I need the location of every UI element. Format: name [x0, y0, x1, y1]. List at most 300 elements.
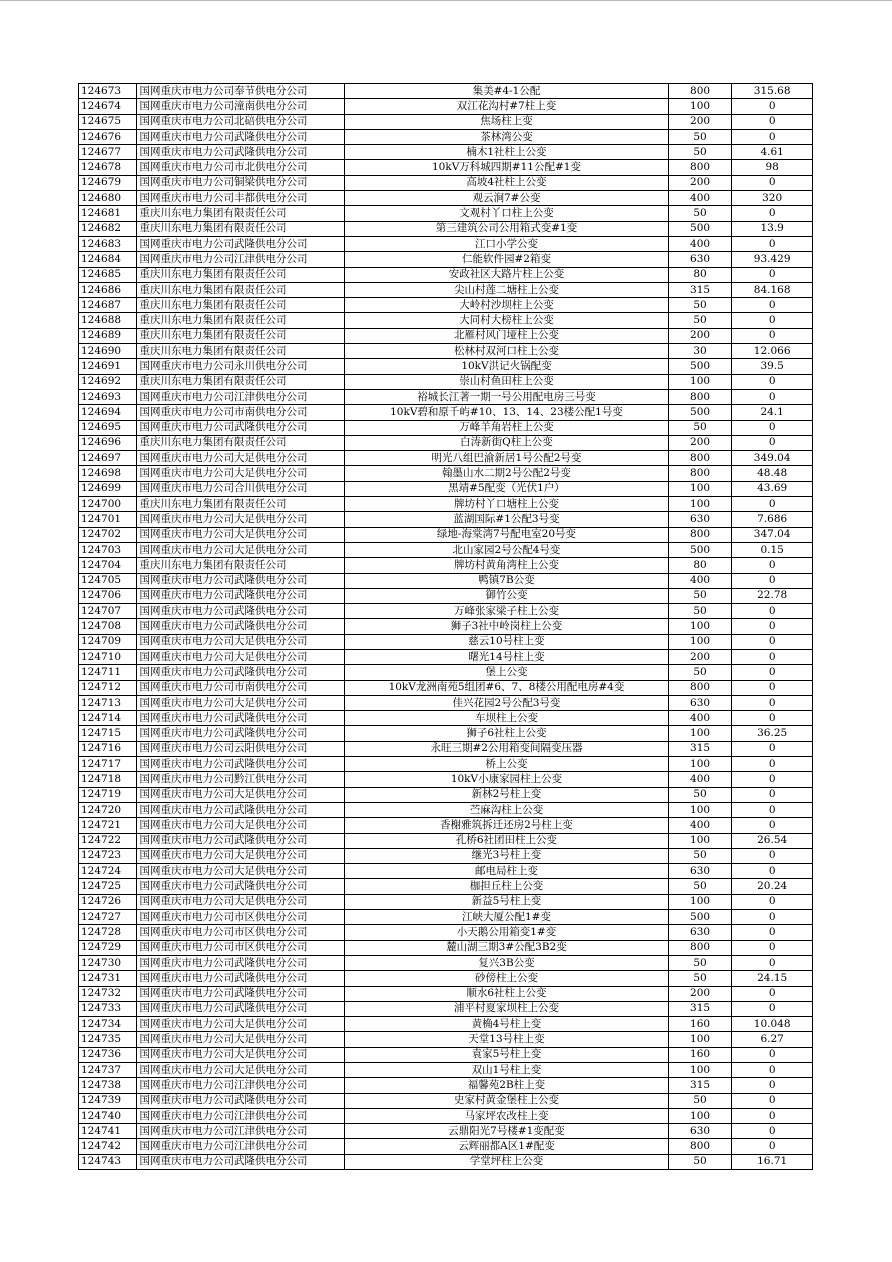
- capacity-cell: 400: [668, 772, 732, 787]
- row-id-cell: 124714: [79, 711, 137, 726]
- row-id-cell: 124731: [79, 971, 137, 986]
- load-cell: 0: [732, 99, 813, 114]
- company-cell: 国网重庆市电力公司武隆供电分公司: [137, 971, 345, 986]
- company-cell: 重庆川东电力集团有限责任公司: [137, 282, 345, 297]
- transformer-name-cell: 邮电局柱上变: [345, 864, 669, 879]
- table-row: [79, 665, 813, 680]
- transformer-name-cell: 集美#4-1公配: [345, 84, 669, 99]
- table-row: [79, 879, 813, 894]
- company-cell: 国网重庆市电力公司大足供电分公司: [137, 787, 345, 802]
- row-id-cell: 124705: [79, 573, 137, 588]
- transformer-name-cell: 10kV碧和原千屿#10、13、14、23楼公配1号变: [345, 405, 669, 420]
- load-cell: 43.69: [732, 481, 813, 496]
- capacity-cell: 50: [668, 971, 732, 986]
- capacity-cell: 50: [668, 955, 732, 970]
- company-cell: 国网重庆市电力公司大足供电分公司: [137, 864, 345, 879]
- load-cell: 26.54: [732, 833, 813, 848]
- company-cell: 国网重庆市电力公司武隆供电分公司: [137, 955, 345, 970]
- capacity-cell: 50: [668, 588, 732, 603]
- row-id-cell: 124695: [79, 420, 137, 435]
- table-row: [79, 986, 813, 1001]
- transformer-name-cell: 大同村大榜柱上公变: [345, 313, 669, 328]
- table-row: [79, 1124, 813, 1139]
- capacity-cell: 500: [668, 359, 732, 374]
- table-row: [79, 818, 813, 833]
- table-row: [79, 802, 813, 817]
- row-id-cell: 124691: [79, 359, 137, 374]
- table-row: [79, 328, 813, 343]
- company-cell: 国网重庆市电力公司武隆供电分公司: [137, 1154, 345, 1169]
- capacity-cell: 100: [668, 1063, 732, 1078]
- load-cell: 0: [732, 757, 813, 772]
- load-cell: 0: [732, 955, 813, 970]
- company-cell: 国网重庆市电力公司大足供电分公司: [137, 894, 345, 909]
- load-cell: 24.15: [732, 971, 813, 986]
- company-cell: 国网重庆市电力公司大足供电分公司: [137, 695, 345, 710]
- capacity-cell: 50: [668, 1093, 732, 1108]
- table-row: [79, 1139, 813, 1154]
- capacity-cell: 630: [668, 864, 732, 879]
- row-id-cell: 124674: [79, 99, 137, 114]
- table-row: [79, 619, 813, 634]
- company-cell: 国网重庆市电力公司黔江供电分公司: [137, 772, 345, 787]
- company-cell: 国网重庆市电力公司大足供电分公司: [137, 1063, 345, 1078]
- row-id-cell: 124716: [79, 741, 137, 756]
- transformer-name-cell: 福馨苑2B柱上变: [345, 1078, 669, 1093]
- company-cell: 国网重庆市电力公司武隆供电分公司: [137, 129, 345, 144]
- load-cell: 0: [732, 940, 813, 955]
- load-cell: 0: [732, 328, 813, 343]
- capacity-cell: 200: [668, 114, 732, 129]
- capacity-cell: 400: [668, 818, 732, 833]
- company-cell: 国网重庆市电力公司武隆供电分公司: [137, 1093, 345, 1108]
- company-cell: 国网重庆市电力公司江津供电分公司: [137, 1124, 345, 1139]
- row-id-cell: 124704: [79, 558, 137, 573]
- capacity-cell: 80: [668, 267, 732, 282]
- table-row: [79, 1001, 813, 1016]
- load-cell: 0: [732, 695, 813, 710]
- transformer-name-cell: 永旺三期#2公用箱变间隔变压器: [345, 741, 669, 756]
- table-row: [79, 99, 813, 114]
- capacity-cell: 100: [668, 1032, 732, 1047]
- load-cell: 0: [732, 818, 813, 833]
- transformer-name-cell: 黄桷4号柱上变: [345, 1017, 669, 1032]
- company-cell: 国网重庆市电力公司江津供电分公司: [137, 1078, 345, 1093]
- transformer-name-cell: 浦平村夏家坝柱上公变: [345, 1001, 669, 1016]
- capacity-cell: 200: [668, 175, 732, 190]
- table-row: [79, 114, 813, 129]
- company-cell: 重庆川东电力集团有限责任公司: [137, 298, 345, 313]
- load-cell: 0: [732, 1093, 813, 1108]
- table-row: [79, 191, 813, 206]
- capacity-cell: 100: [668, 1108, 732, 1123]
- row-id-cell: 124721: [79, 818, 137, 833]
- company-cell: 重庆川东电力集团有限责任公司: [137, 206, 345, 221]
- row-id-cell: 124689: [79, 328, 137, 343]
- row-id-cell: 124698: [79, 466, 137, 481]
- capacity-cell: 50: [668, 298, 732, 313]
- transformer-name-cell: 御竹公变: [345, 588, 669, 603]
- load-cell: 20.24: [732, 879, 813, 894]
- table-row: [79, 512, 813, 527]
- company-cell: 国网重庆市电力公司武隆供电分公司: [137, 833, 345, 848]
- load-cell: 0: [732, 1124, 813, 1139]
- table-row: [79, 236, 813, 251]
- transformer-name-cell: 北雁村风门垭柱上公变: [345, 328, 669, 343]
- load-cell: 84.168: [732, 282, 813, 297]
- row-id-cell: 124727: [79, 910, 137, 925]
- table-row: [79, 359, 813, 374]
- row-id-cell: 124740: [79, 1108, 137, 1123]
- capacity-cell: 50: [668, 787, 732, 802]
- row-id-cell: 124729: [79, 940, 137, 955]
- transformer-name-cell: 大岭村沙坝柱上公变: [345, 298, 669, 313]
- capacity-cell: 800: [668, 466, 732, 481]
- row-id-cell: 124709: [79, 634, 137, 649]
- table-row: [79, 588, 813, 603]
- load-cell: 0: [732, 986, 813, 1001]
- capacity-cell: 160: [668, 1047, 732, 1062]
- load-cell: 6.27: [732, 1032, 813, 1047]
- table-row: [79, 971, 813, 986]
- transformer-name-cell: 尖山村莲二塘柱上公变: [345, 282, 669, 297]
- company-cell: 国网重庆市电力公司市区供电分公司: [137, 910, 345, 925]
- capacity-cell: 50: [668, 879, 732, 894]
- table-row: [79, 634, 813, 649]
- row-id-cell: 124733: [79, 1001, 137, 1016]
- capacity-cell: 630: [668, 252, 732, 267]
- table-row: [79, 313, 813, 328]
- transformer-name-cell: 曙光14号柱上变: [345, 649, 669, 664]
- load-cell: 315.68: [732, 84, 813, 99]
- row-id-cell: 124676: [79, 129, 137, 144]
- transformer-name-cell: 第三建筑公司公用箱式变#1变: [345, 221, 669, 236]
- load-cell: 0: [732, 129, 813, 144]
- transformer-name-cell: 10kV小康家园柱上公变: [345, 772, 669, 787]
- transformer-name-cell: 崇山村鱼田柱上公变: [345, 374, 669, 389]
- row-id-cell: 124736: [79, 1047, 137, 1062]
- load-cell: 0: [732, 313, 813, 328]
- load-cell: 36.25: [732, 726, 813, 741]
- table-row: [79, 1047, 813, 1062]
- transformer-name-cell: 江峡大厦公配1#变: [345, 910, 669, 925]
- capacity-cell: 400: [668, 711, 732, 726]
- table-row: [79, 757, 813, 772]
- row-id-cell: 124722: [79, 833, 137, 848]
- table-row: [79, 175, 813, 190]
- table-row: [79, 84, 813, 99]
- company-cell: 国网重庆市电力公司大足供电分公司: [137, 649, 345, 664]
- row-id-cell: 124708: [79, 619, 137, 634]
- transformer-name-cell: 桥上公变: [345, 757, 669, 772]
- row-id-cell: 124683: [79, 236, 137, 251]
- transformer-name-cell: 佳兴花园2号公配3号变: [345, 695, 669, 710]
- row-id-cell: 124701: [79, 512, 137, 527]
- capacity-cell: 50: [668, 145, 732, 160]
- load-cell: 0: [732, 1108, 813, 1123]
- company-cell: 重庆川东电力集团有限责任公司: [137, 344, 345, 359]
- transformer-name-cell: 砂傍柱上公变: [345, 971, 669, 986]
- row-id-cell: 124700: [79, 497, 137, 512]
- table-row: [79, 405, 813, 420]
- transformer-name-cell: 复兴3B公变: [345, 955, 669, 970]
- transformer-name-cell: 江口小学公变: [345, 236, 669, 251]
- row-id-cell: 124682: [79, 221, 137, 236]
- load-cell: 0: [732, 894, 813, 909]
- load-cell: 0: [732, 497, 813, 512]
- table-row: [79, 573, 813, 588]
- company-cell: 国网重庆市电力公司市北供电分公司: [137, 160, 345, 175]
- row-id-cell: 124692: [79, 374, 137, 389]
- capacity-cell: 500: [668, 221, 732, 236]
- capacity-cell: 50: [668, 604, 732, 619]
- capacity-cell: 500: [668, 405, 732, 420]
- row-id-cell: 124703: [79, 542, 137, 557]
- row-id-cell: 124735: [79, 1032, 137, 1047]
- company-cell: 国网重庆市电力公司武隆供电分公司: [137, 1001, 345, 1016]
- capacity-cell: 800: [668, 389, 732, 404]
- row-id-cell: 124741: [79, 1124, 137, 1139]
- capacity-cell: 800: [668, 940, 732, 955]
- table-row: [79, 940, 813, 955]
- row-id-cell: 124723: [79, 848, 137, 863]
- row-id-cell: 124679: [79, 175, 137, 190]
- table-row: [79, 558, 813, 573]
- transformer-name-cell: 麓山湖三期3#公配3B2变: [345, 940, 669, 955]
- load-cell: 0: [732, 665, 813, 680]
- load-cell: 0: [732, 741, 813, 756]
- transformer-name-cell: 高坡4社柱上公变: [345, 175, 669, 190]
- row-id-cell: 124702: [79, 527, 137, 542]
- load-cell: 0: [732, 114, 813, 129]
- capacity-cell: 80: [668, 558, 732, 573]
- row-id-cell: 124673: [79, 84, 137, 99]
- table-row: [79, 481, 813, 496]
- load-cell: 0: [732, 787, 813, 802]
- capacity-cell: 800: [668, 1139, 732, 1154]
- load-cell: 0.15: [732, 542, 813, 557]
- table-row: [79, 374, 813, 389]
- row-id-cell: 124734: [79, 1017, 137, 1032]
- load-cell: 0: [732, 374, 813, 389]
- company-cell: 国网重庆市电力公司武隆供电分公司: [137, 145, 345, 160]
- company-cell: 国网重庆市电力公司武隆供电分公司: [137, 604, 345, 619]
- company-cell: 国网重庆市电力公司奉节供电分公司: [137, 84, 345, 99]
- row-id-cell: 124685: [79, 267, 137, 282]
- company-cell: 重庆川东电力集团有限责任公司: [137, 435, 345, 450]
- capacity-cell: 100: [668, 497, 732, 512]
- row-id-cell: 124739: [79, 1093, 137, 1108]
- capacity-cell: 100: [668, 481, 732, 496]
- row-id-cell: 124690: [79, 344, 137, 359]
- load-cell: 0: [732, 175, 813, 190]
- row-id-cell: 124738: [79, 1078, 137, 1093]
- capacity-cell: 50: [668, 129, 732, 144]
- transformer-name-cell: 绿地-海棠湾7号配电室20号变: [345, 527, 669, 542]
- transformer-name-cell: 文观村丫口柱上公变: [345, 206, 669, 221]
- capacity-cell: 630: [668, 1124, 732, 1139]
- transformer-name-cell: 北山家园2号公配4号变: [345, 542, 669, 557]
- load-cell: 349.04: [732, 451, 813, 466]
- page-top-border: [0, 0, 892, 1]
- company-cell: 国网重庆市电力公司永川供电分公司: [137, 359, 345, 374]
- company-cell: 国网重庆市电力公司大足供电分公司: [137, 1047, 345, 1062]
- row-id-cell: 124715: [79, 726, 137, 741]
- load-cell: 0: [732, 420, 813, 435]
- capacity-cell: 50: [668, 1154, 732, 1169]
- transformer-name-cell: 鸭镇7B公变: [345, 573, 669, 588]
- row-id-cell: 124711: [79, 665, 137, 680]
- table-row: [79, 1032, 813, 1047]
- table-row: [79, 848, 813, 863]
- row-id-cell: 124681: [79, 206, 137, 221]
- table-row: [79, 252, 813, 267]
- company-cell: 国网重庆市电力公司市南供电分公司: [137, 405, 345, 420]
- transformer-name-cell: 万峰张家梁子柱上公变: [345, 604, 669, 619]
- table-row: [79, 726, 813, 741]
- load-cell: 0: [732, 558, 813, 573]
- capacity-cell: 100: [668, 802, 732, 817]
- capacity-cell: 315: [668, 741, 732, 756]
- table-body: [79, 84, 813, 1170]
- company-cell: 重庆川东电力集团有限责任公司: [137, 221, 345, 236]
- company-cell: 国网重庆市电力公司江津供电分公司: [137, 389, 345, 404]
- row-id-cell: 124678: [79, 160, 137, 175]
- load-cell: 0: [732, 848, 813, 863]
- load-cell: 0: [732, 1001, 813, 1016]
- row-id-cell: 124724: [79, 864, 137, 879]
- capacity-cell: 200: [668, 986, 732, 1001]
- capacity-cell: 160: [668, 1017, 732, 1032]
- capacity-cell: 50: [668, 848, 732, 863]
- transformer-name-cell: 香榭雅筑拆迁还房2号柱上变: [345, 818, 669, 833]
- load-cell: 48.48: [732, 466, 813, 481]
- table-row: [79, 466, 813, 481]
- transformer-name-cell: 茶林湾公变: [345, 129, 669, 144]
- load-cell: 12.066: [732, 344, 813, 359]
- load-cell: 22.78: [732, 588, 813, 603]
- company-cell: 国网重庆市电力公司江津供电分公司: [137, 252, 345, 267]
- transformer-name-cell: 孔桥6社团田柱上公变: [345, 833, 669, 848]
- transformer-name-cell: 白涛新街Q柱上公变: [345, 435, 669, 450]
- company-cell: 国网重庆市电力公司武隆供电分公司: [137, 236, 345, 251]
- load-cell: 24.1: [732, 405, 813, 420]
- transformer-name-cell: 翰墨山水二期2号公配2号变: [345, 466, 669, 481]
- row-id-cell: 124730: [79, 955, 137, 970]
- transformer-name-cell: 蓝湖国际#1公配3号变: [345, 512, 669, 527]
- capacity-cell: 100: [668, 99, 732, 114]
- capacity-cell: 100: [668, 374, 732, 389]
- capacity-cell: 100: [668, 634, 732, 649]
- transformer-name-cell: 10kV万科城四期#11公配#1变: [345, 160, 669, 175]
- capacity-cell: 50: [668, 313, 732, 328]
- row-id-cell: 124712: [79, 680, 137, 695]
- transformer-name-cell: 裕城长江著一期一号公用配电房三号变: [345, 389, 669, 404]
- row-id-cell: 124726: [79, 894, 137, 909]
- load-cell: 0: [732, 772, 813, 787]
- load-cell: 10.048: [732, 1017, 813, 1032]
- company-cell: 国网重庆市电力公司武隆供电分公司: [137, 420, 345, 435]
- row-id-cell: 124728: [79, 925, 137, 940]
- company-cell: 国网重庆市电力公司大足供电分公司: [137, 542, 345, 557]
- load-cell: 0: [732, 649, 813, 664]
- company-cell: 重庆川东电力集团有限责任公司: [137, 313, 345, 328]
- load-cell: 0: [732, 634, 813, 649]
- capacity-cell: 100: [668, 833, 732, 848]
- company-cell: 国网重庆市电力公司铜梁供电分公司: [137, 175, 345, 190]
- table-row: [79, 267, 813, 282]
- row-id-cell: 124710: [79, 649, 137, 664]
- row-id-cell: 124719: [79, 787, 137, 802]
- company-cell: 国网重庆市电力公司大足供电分公司: [137, 1017, 345, 1032]
- capacity-cell: 630: [668, 695, 732, 710]
- company-cell: 国网重庆市电力公司市区供电分公司: [137, 940, 345, 955]
- load-cell: 0: [732, 864, 813, 879]
- load-cell: 0: [732, 910, 813, 925]
- table-row: [79, 221, 813, 236]
- load-cell: 0: [732, 389, 813, 404]
- table-row: [79, 298, 813, 313]
- load-cell: 39.5: [732, 359, 813, 374]
- company-cell: 国网重庆市电力公司武隆供电分公司: [137, 726, 345, 741]
- capacity-cell: 800: [668, 680, 732, 695]
- transformer-name-cell: 学堂坪柱上公变: [345, 1154, 669, 1169]
- company-cell: 国网重庆市电力公司潼南供电分公司: [137, 99, 345, 114]
- capacity-cell: 630: [668, 512, 732, 527]
- company-cell: 重庆川东电力集团有限责任公司: [137, 328, 345, 343]
- row-id-cell: 124684: [79, 252, 137, 267]
- load-cell: 0: [732, 680, 813, 695]
- row-id-cell: 124737: [79, 1063, 137, 1078]
- table-row: [79, 497, 813, 512]
- transformer-name-cell: 新林2号柱上变: [345, 787, 669, 802]
- transformer-name-cell: 新益5号柱上变: [345, 894, 669, 909]
- load-cell: 13.9: [732, 221, 813, 236]
- transformer-name-cell: 狮子6社柱上公变: [345, 726, 669, 741]
- company-cell: 国网重庆市电力公司市区供电分公司: [137, 925, 345, 940]
- transformer-name-cell: 堡上公变: [345, 665, 669, 680]
- capacity-cell: 800: [668, 84, 732, 99]
- company-cell: 国网重庆市电力公司丰都供电分公司: [137, 191, 345, 206]
- row-id-cell: 124677: [79, 145, 137, 160]
- capacity-cell: 200: [668, 649, 732, 664]
- load-cell: 93.429: [732, 252, 813, 267]
- table-row: [79, 1154, 813, 1169]
- transformer-name-cell: 车坝柱上公变: [345, 711, 669, 726]
- load-cell: 0: [732, 298, 813, 313]
- capacity-cell: 400: [668, 236, 732, 251]
- row-id-cell: 124743: [79, 1154, 137, 1169]
- table-row: [79, 1078, 813, 1093]
- company-cell: 国网重庆市电力公司武隆供电分公司: [137, 802, 345, 817]
- capacity-cell: 630: [668, 925, 732, 940]
- row-id-cell: 124720: [79, 802, 137, 817]
- transformer-name-cell: 云辉丽都A区1#配变: [345, 1139, 669, 1154]
- row-id-cell: 124732: [79, 986, 137, 1001]
- load-cell: 0: [732, 925, 813, 940]
- load-cell: 0: [732, 619, 813, 634]
- load-cell: 0: [732, 1047, 813, 1062]
- table-row: [79, 910, 813, 925]
- capacity-cell: 500: [668, 910, 732, 925]
- load-cell: 0: [732, 1078, 813, 1093]
- transformer-name-cell: 楠木1社柱上公变: [345, 145, 669, 160]
- company-cell: 国网重庆市电力公司江津供电分公司: [137, 1139, 345, 1154]
- company-cell: 国网重庆市电力公司武隆供电分公司: [137, 588, 345, 603]
- capacity-cell: 200: [668, 328, 732, 343]
- transformer-name-cell: 天堂13号柱上变: [345, 1032, 669, 1047]
- row-id-cell: 124713: [79, 695, 137, 710]
